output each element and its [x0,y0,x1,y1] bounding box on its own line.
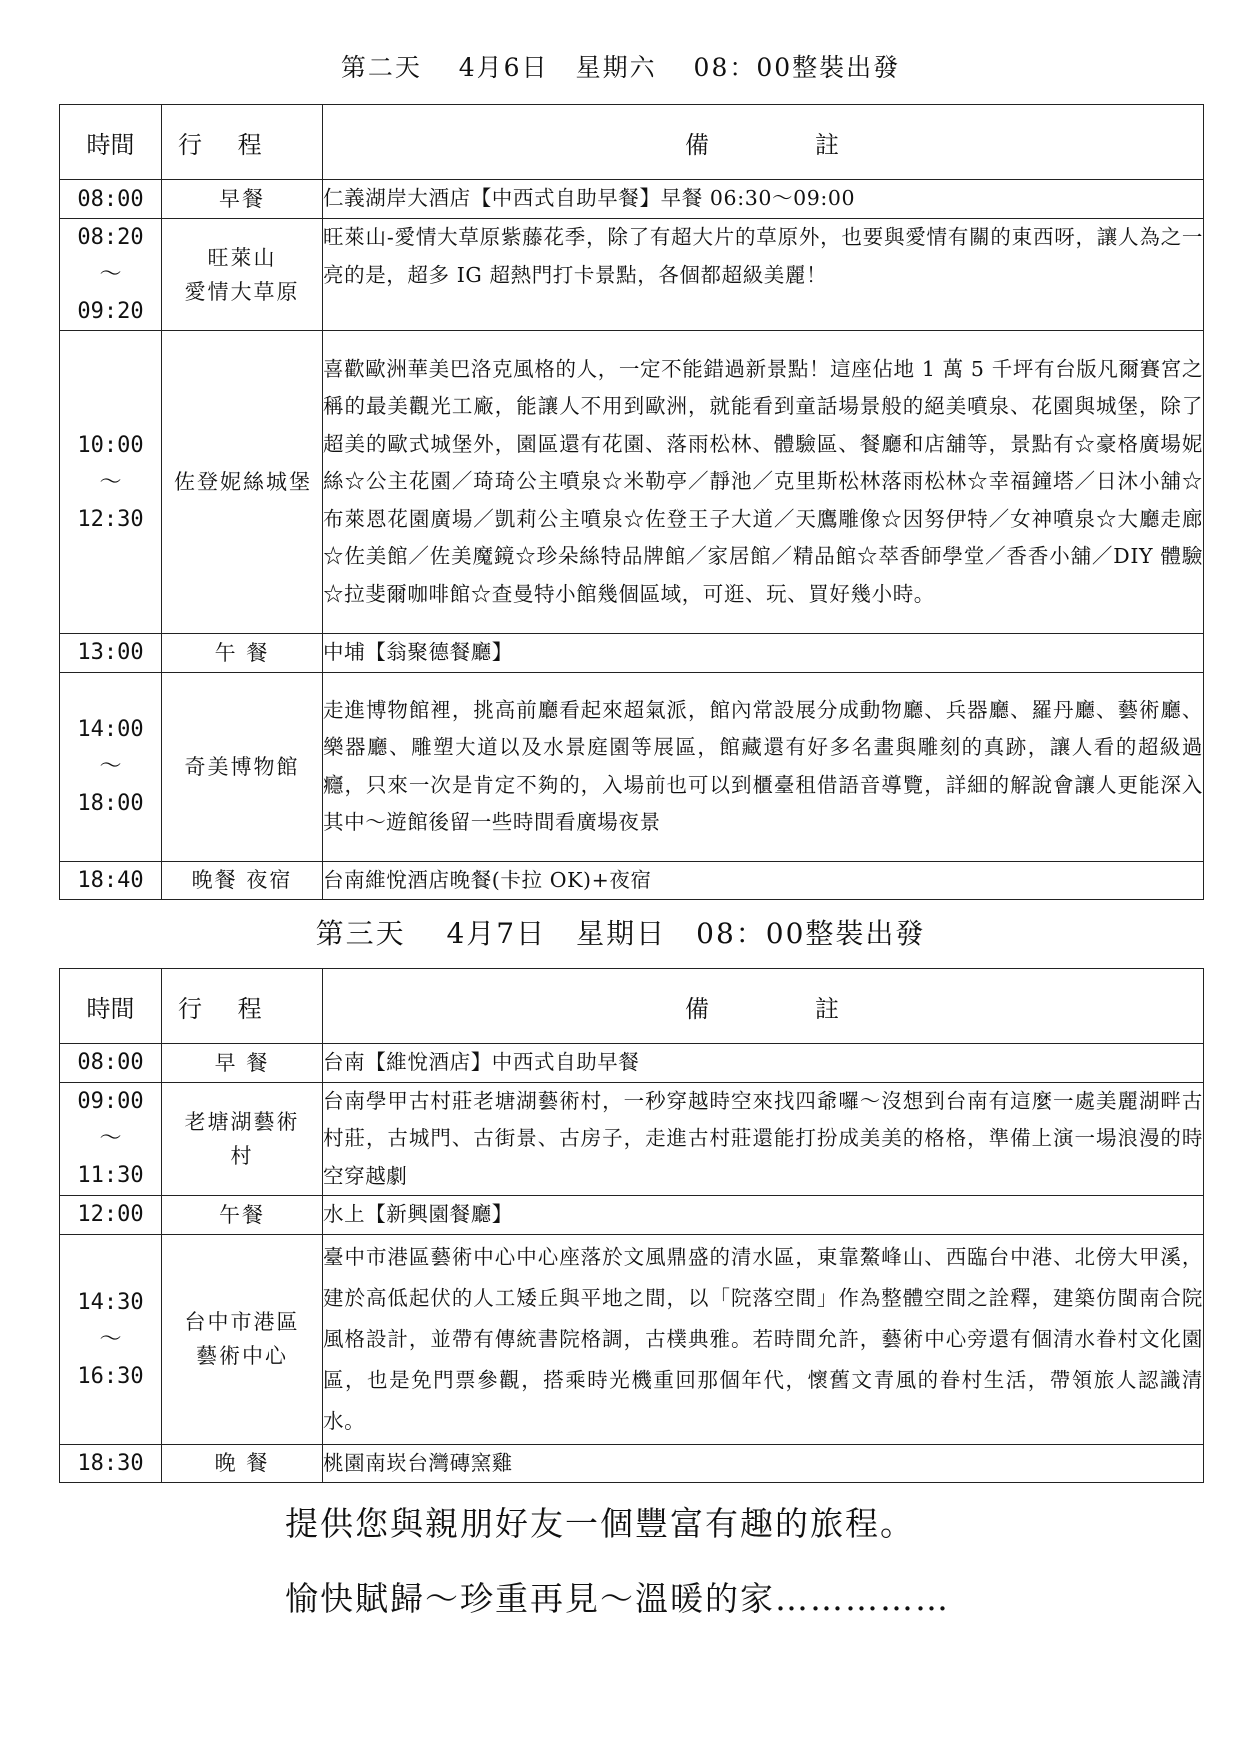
table-row [60,331,1204,634]
row-place: 午 餐 [162,634,323,673]
table-row [60,219,1204,331]
row-time: 18:30 [60,1444,162,1483]
day2-title: 第二天 4月6日 星期六 08：00整裝出發 [340,53,901,82]
table-row [60,672,1204,861]
header-time: 時間 [60,969,162,1044]
row-time: 12:00 [60,1196,162,1235]
row-time: 08:00 [60,1044,162,1083]
day2-itinerary-table [59,104,1204,900]
table-row [60,180,1204,219]
row-place: 佐登妮絲城堡 [162,331,323,634]
table-header-row [60,969,1204,1044]
row-note: 台南【維悅酒店】中西式自助早餐 [323,1044,1204,1083]
row-place: 晚 餐 [162,1444,323,1483]
table-row [60,1444,1204,1483]
row-time: 09:00 ～ 11:30 [60,1082,162,1196]
row-place: 台中市港區 藝術中心 [162,1234,323,1444]
table-row [60,1196,1204,1235]
row-note: 台南維悅酒店晚餐(卡拉 OK)+夜宿 [323,861,1204,900]
row-place: 老塘湖藝術 村 [162,1082,323,1196]
table-row [60,1044,1204,1083]
row-time: 10:00 ～ 12:30 [60,331,162,634]
row-note: 中埔【翁聚德餐廳】 [323,634,1204,673]
row-time: 08:00 [60,180,162,219]
table-row [60,861,1204,900]
header-place: 行 程 [162,969,323,1044]
closing-line-2: 愉快賦歸～珍重再見～溫暖的家…………… [285,1579,950,1618]
row-note: 水上【新興園餐廳】 [323,1196,1204,1235]
row-time: 13:00 [60,634,162,673]
row-place: 奇美博物館 [162,672,323,861]
row-place: 早餐 [162,180,323,219]
row-note: 臺中市港區藝術中心中心座落於文風鼎盛的清水區，東靠鰲峰山、西臨台中港、北傍大甲溪，建於高低起伏的人工矮丘與平地之間，以「院落空間」作為整體空間之詮釋，建築仿閩南合院風格設計，並帶有傳統書院格調，古樸典雅。若時間允許，藝術中心旁還有個清水眷村文化園區，也是免門票參觀，搭乘時光機重回那個年代，懷舊文青風的眷村生活，帶領旅人認識清水。 [323,1234,1204,1444]
header-place: 行 程 [162,105,323,180]
row-time: 18:40 [60,861,162,900]
day3-itinerary-table [59,968,1204,1483]
table-header-row [60,105,1204,180]
closing-line-1: 提供您與親朋好友一個豐富有趣的旅程。 [285,1504,915,1543]
day3-title: 第三天 4月7日 星期日 08：00整裝出發 [315,917,926,950]
row-place: 午餐 [162,1196,323,1235]
row-time: 14:30 ～ 16:30 [60,1234,162,1444]
row-place: 晚餐 夜宿 [162,861,323,900]
row-note: 旺萊山-愛情大草原紫藤花季，除了有超大片的草原外，也要與愛情有關的東西呀，讓人為之一亮的是，超多 IG 超熱門打卡景點，各個都超級美麗！ [323,219,1204,331]
row-place: 早 餐 [162,1044,323,1083]
row-time: 14:00 ～ 18:00 [60,672,162,861]
row-note: 仁義湖岸大酒店【中西式自助早餐】早餐 06:30～09:00 [323,180,1204,219]
row-place: 旺萊山 愛情大草原 [162,219,323,331]
row-note: 走進博物館裡，挑高前廳看起來超氣派，館內常設展分成動物廳、兵器廳、羅丹廳、藝術廳、樂器廳、雕塑大道以及水景庭園等展區，館藏還有好多名畫與雕刻的真跡，讓人看的超級過癮，只來一次是肯定不夠的，入場前也可以到櫃臺租借語音導覽，詳細的解說會讓人更能深入其中～遊館後留一些時間看廣場夜景 [323,672,1204,861]
table-row [60,634,1204,673]
row-note: 喜歡歐洲華美巴洛克風格的人，一定不能錯過新景點！這座佔地 1 萬 5 千坪有台版凡爾賽宮之稱的最美觀光工廠，能讓人不用到歐洲，就能看到童話場景般的絕美噴泉、花園與城堡，除了超美的歐式城堡外，園區還有花園、落雨松林、體驗區、餐廳和店舖等，景點有☆豪格廣場妮絲☆公主花園／琦琦公主噴泉☆米勒亭／靜池／克里斯松林落雨松林☆幸福鐘塔／日沐小舖☆布萊恩花園廣場／凱莉公主噴泉☆佐登王子大道／天鷹雕像☆因努伊特／女神噴泉☆大廳走廊☆佐美館／佐美魔鏡☆珍朵絲特品牌館／家居館／精品館☆萃香師學堂／香香小舖／DIY 體驗☆拉斐爾咖啡館☆查曼特小館幾個區域，可逛、玩、買好幾小時。 [323,331,1204,634]
row-note: 桃園南崁台灣磚窯雞 [323,1444,1204,1483]
header-note: 備 註 [323,969,1204,1044]
header-time: 時間 [60,105,162,180]
row-time: 08:20 ～ 09:20 [60,219,162,331]
header-note: 備 註 [323,105,1204,180]
table-row [60,1234,1204,1444]
table-row [60,1082,1204,1196]
row-note: 台南學甲古村莊老塘湖藝術村，一秒穿越時空來找四爺囉～沒想到台南有這麼一處美麗湖畔古村莊，古城門、古街景、古房子，走進古村莊還能打扮成美美的格格，準備上演一場浪漫的時空穿越劇 [323,1082,1204,1196]
